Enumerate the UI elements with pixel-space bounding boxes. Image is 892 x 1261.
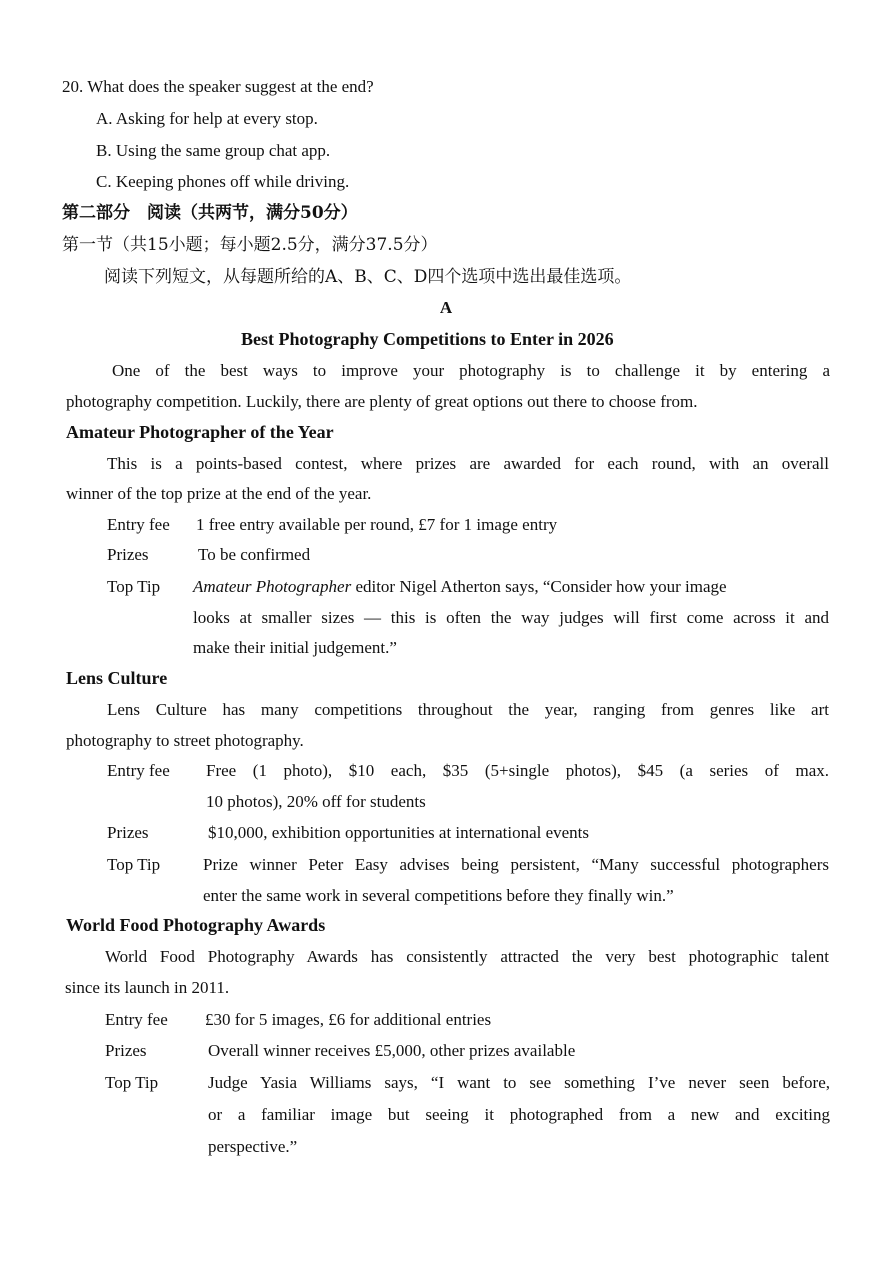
prizes-value: To be confirmed xyxy=(198,545,311,564)
section-heading: 第一节（共15小题；每小题2.5分，满分37.5分） xyxy=(62,235,438,255)
top-tip-line: or a familiar image but seeing it photographed from a new and exciting xyxy=(208,1105,830,1124)
question-20-stem: 20. What does the speaker suggest at the end? xyxy=(62,77,374,96)
entry-fee-value: £30 for 5 images, £6 for additional entries xyxy=(205,1010,492,1029)
top-tip-label: Top Tip xyxy=(105,1073,159,1092)
top-tip-label: Top Tip xyxy=(107,577,161,596)
prizes-label: Prizes xyxy=(105,1041,147,1060)
top-tip-text: editor Nigel Atherton says, “Consider how your image xyxy=(351,577,727,596)
top-tip-line: Prize winner Peter Easy advises being persistent, “Many successful photographers xyxy=(203,855,829,874)
top-tip-line: perspective.” xyxy=(208,1137,298,1156)
top-tip-label: Top Tip xyxy=(107,855,161,874)
magazine-name: Amateur Photographer xyxy=(193,577,352,596)
prizes-value: Overall winner receives £5,000, other prizes available xyxy=(208,1041,576,1060)
top-tip-line: looks at smaller sizes — this is often the way judges will first come across it and xyxy=(193,608,829,627)
part-heading: 第二部分 阅读（共两节，满分50分） xyxy=(62,203,358,223)
competition-desc-line: winner of the top prize at the end of the year. xyxy=(66,484,372,503)
entry-fee-label: Entry fee xyxy=(107,761,170,780)
entry-fee-label: Entry fee xyxy=(107,515,170,534)
entry-fee-value: 10 photos), 20% off for students xyxy=(206,792,426,811)
entry-fee-label: Entry fee xyxy=(105,1010,168,1029)
top-tip-line: Judge Yasia Williams says, “I want to see something I’ve never seen before, xyxy=(208,1073,830,1092)
intro-line-1: One of the best ways to improve your photography is to challenge it by entering a xyxy=(112,361,830,380)
instruction: 阅读下列短文，从每题所给的A、B、C、D四个选项中选出最佳选项。 xyxy=(104,267,632,287)
prizes-value: $10,000, exhibition opportunities at international events xyxy=(208,823,590,842)
question-20-option-c: C. Keeping phones off while driving. xyxy=(96,172,350,191)
top-tip-line: make their initial judgement.” xyxy=(193,638,397,657)
entry-fee-value: Free (1 photo), $10 each, $35 (5+single photos), $45 (a series of max. xyxy=(206,761,829,780)
passage-title: Best Photography Competitions to Enter in 2026 xyxy=(241,329,614,349)
top-tip-line: enter the same work in several competitions before they finally win.” xyxy=(203,886,674,905)
competition-desc-line: This is a points-based contest, where prizes are awarded for each round, with an overall xyxy=(107,454,829,473)
competition-desc-line: World Food Photography Awards has consistently attracted the very best photographic talent xyxy=(105,947,829,966)
competition-desc-line: Lens Culture has many competitions throughout the year, ranging from genres like art xyxy=(107,700,829,719)
prizes-label: Prizes xyxy=(107,545,149,564)
prizes-label: Prizes xyxy=(107,823,149,842)
question-20-option-b: B. Using the same group chat app. xyxy=(96,141,331,160)
competition-title: Lens Culture xyxy=(66,668,168,688)
question-20-option-a: A. Asking for help at every stop. xyxy=(96,109,318,128)
entry-fee-value: 1 free entry available per round, £7 for 1 image entry xyxy=(196,515,558,534)
competition-title: Amateur Photographer of the Year xyxy=(66,422,334,442)
top-tip-line xyxy=(193,576,829,598)
competition-desc-line: since its launch in 2011. xyxy=(65,978,230,997)
competition-title: World Food Photography Awards xyxy=(66,915,326,935)
passage-letter: A xyxy=(439,298,453,317)
intro-line-2: photography competition. Luckily, there are plenty of great options out there to choose from. xyxy=(66,392,698,411)
competition-desc-line: photography to street photography. xyxy=(66,731,304,750)
